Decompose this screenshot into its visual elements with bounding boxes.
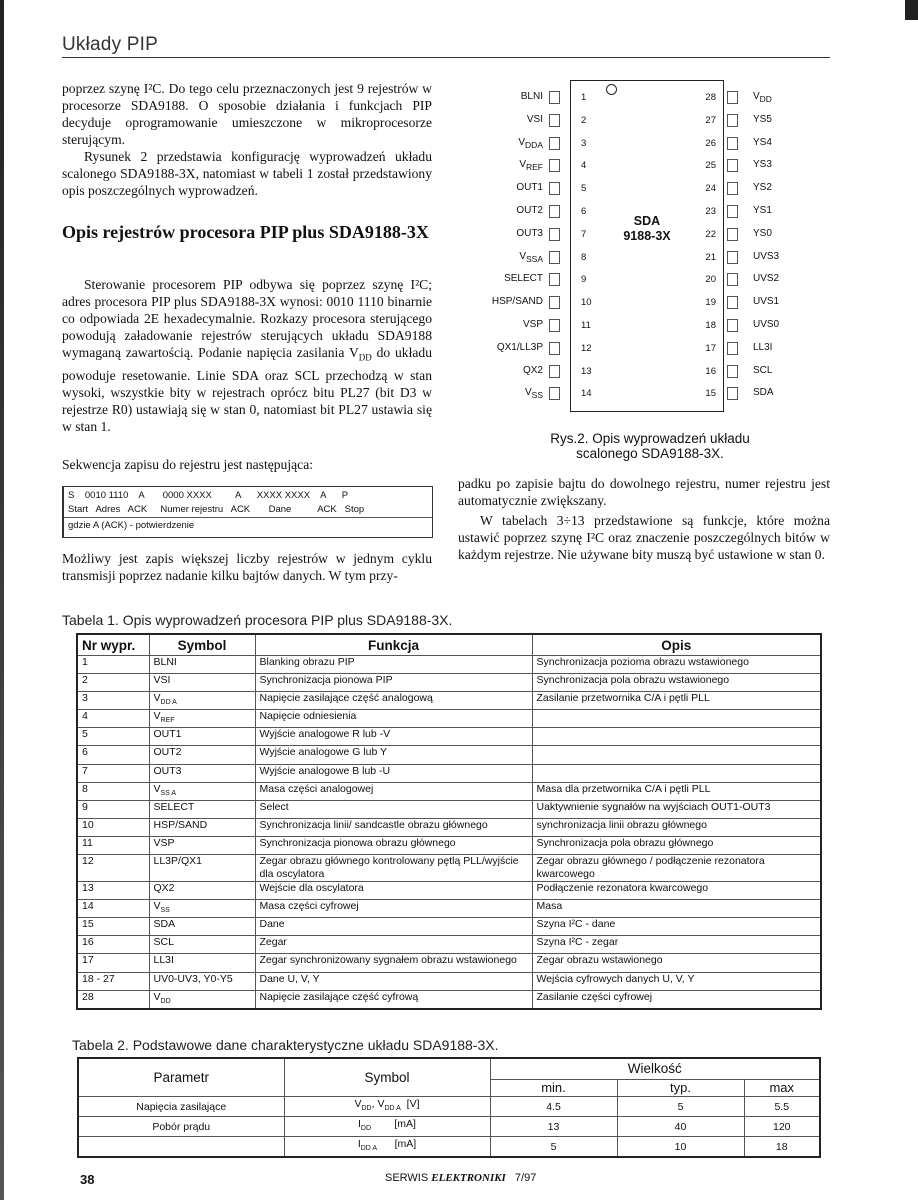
write-sequence-box <box>62 486 433 538</box>
cell-pin-number: 4 <box>77 710 149 728</box>
cell-param: Napięcia zasilające <box>78 1097 284 1117</box>
pin-number: 18 <box>705 320 716 331</box>
header-rule <box>62 57 830 58</box>
pin-pad <box>727 273 738 286</box>
cell-param <box>78 1137 284 1158</box>
pin-pad <box>549 159 560 172</box>
cell-pin-number: 18 - 27 <box>77 972 149 990</box>
magazine-name-2: ELEKTRONIKI <box>431 1172 506 1184</box>
cell-description <box>532 764 821 782</box>
cell-description: Synchronizacja pozioma obrazu wstawionego <box>532 656 821 674</box>
cell-symbol: $V_{DD A}$ <box>149 692 255 710</box>
magazine-footer <box>385 1172 536 1184</box>
pin-label-right: YS5 <box>753 113 772 125</box>
pin-number: 8 <box>581 251 587 263</box>
pin-label-right: YS3 <box>753 159 772 171</box>
cell-description: Szyna I²C - zegar <box>532 936 821 954</box>
pin-pad <box>549 137 560 150</box>
pin-number: 19 <box>705 297 716 309</box>
scan-corner-mark <box>905 0 918 20</box>
pin-pad <box>727 114 738 127</box>
table-row <box>77 855 821 882</box>
pin-number: 24 <box>705 183 716 195</box>
pin-number: 6 <box>581 206 587 217</box>
table-row <box>77 936 821 954</box>
sequence-labels-row: Start Adres ACK Numer rejestru ACK Dane ACK Stop <box>68 504 365 515</box>
pin-label-right: SCL <box>753 364 773 376</box>
cell-typ: 10 <box>617 1137 744 1158</box>
cell-pin-number: 5 <box>77 728 149 746</box>
cell-max: 5.5 <box>744 1097 820 1117</box>
cell-description: Zegar obrazu wstawionego <box>532 954 821 972</box>
pin-label-left: OUT3 <box>516 227 543 239</box>
cell-function: Wyjście analogowe R lub -V <box>255 728 532 746</box>
cell-symbol: SDA <box>149 918 255 936</box>
cell-function: Masa części cyfrowej <box>255 900 532 918</box>
cell-symbol: VSI <box>149 674 255 692</box>
pin-label-left: BLNI <box>520 91 543 102</box>
pin-pad <box>549 91 560 104</box>
pin-pad <box>727 296 738 309</box>
pin-pad <box>549 205 560 218</box>
pin-pad <box>549 182 560 195</box>
column-header: Symbol <box>284 1058 490 1097</box>
table-row <box>77 818 821 836</box>
table-row <box>77 764 821 782</box>
pin-label-right: YS2 <box>753 182 772 194</box>
column-header: Funkcja <box>255 634 532 656</box>
table-row <box>77 900 821 918</box>
cell-symbol: SELECT <box>149 800 255 818</box>
magazine-issue: 7/97 <box>514 1172 537 1184</box>
pin-pad <box>549 387 560 400</box>
cell-description: Podłączenie rezonatora kwarcowego <box>532 882 821 900</box>
paragraph-multi-register: Możliwy jest zapis większej liczby rejestrów w jednym cyklu transmisji poprzez nadanie kilku bajtów danych. W tym przy- <box>62 551 432 584</box>
cell-pin-number: 2 <box>77 674 149 692</box>
cell-function: Synchronizacja pionowa obrazu głównego <box>255 836 532 854</box>
pin-label-right: LL3I <box>753 341 773 353</box>
cell-description: Masa <box>532 900 821 918</box>
chip-label <box>571 214 723 244</box>
pin-number: 5 <box>581 183 587 195</box>
page-number: 38 <box>80 1172 95 1187</box>
paragraph-control: Sterowanie procesorem PIP odbywa się poprzez szynę I²C; adres procesora PIP plus SDA9188-3X wynosi: 0010 1110 binarnie co odpowiada 2E hexadecymalnie. Rozkazy procesora sterującego powodują załadowanie rejestrów sterujących układu SDA9188 wymaganą zawartością. Podanie napięcia zasilania $V_{DD}$ do układu powoduje resetowanie. Linie SDA oraz SCL przechodzą w stan wysoki, wszystkie bity w rejestrach oprócz bitu PL27 (bit D3 w rejestrze R0) ustawiają się w stan 0, natomiast bit PL27 ustawia się w stan 1. <box>62 277 433 435</box>
pin-number: 16 <box>705 365 716 377</box>
cell-description: Synchronizacja pola obrazu wstawionego <box>532 674 821 692</box>
cell-pin-number: 12 <box>77 855 149 882</box>
cell-pin-number: 9 <box>77 800 149 818</box>
table-row <box>77 836 821 854</box>
characteristics-table <box>77 1057 821 1158</box>
table-row <box>77 656 821 674</box>
cell-symbol: HSP/SAND <box>149 818 255 836</box>
pin-number: 23 <box>705 206 716 217</box>
cell-pin-number: 3 <box>77 692 149 710</box>
pin-pad <box>549 228 560 241</box>
paragraph-figure-ref: Rysunek 2 przedstawia konfigurację wyprowadzeń układu scalonego SDA9188-3X, natomiast w tabeli 1 został przedstawiony opis poszczególnych wyprowadzeń. <box>62 149 432 199</box>
pin-pad <box>549 319 560 332</box>
pin-label-left: QX2 <box>522 364 543 376</box>
table-row <box>77 710 821 728</box>
pin-label-left: $V_{SS}$ <box>524 387 543 401</box>
pin-label-right: YS0 <box>753 227 772 239</box>
column-header: Wielkość <box>490 1058 820 1080</box>
cell-symbol: $V_{DD}$ <box>149 990 255 1009</box>
column-header: Opis <box>532 634 821 656</box>
cell-function: Napięcie zasilające część analogową <box>255 692 532 710</box>
cell-function: Synchronizacja linii/ sandcastle obrazu głównego <box>255 818 532 836</box>
table-row <box>78 1137 820 1158</box>
cell-pin-number: 8 <box>77 782 149 800</box>
cell-symbol: SCL <box>149 936 255 954</box>
cell-symbol: $V_{DD}$, $V_{DD A}$ [V] <box>284 1097 490 1117</box>
pin-number: 15 <box>705 388 716 400</box>
cell-symbol: $I_{DD A}$ [mA] <box>284 1137 490 1158</box>
column-header: Parametr <box>78 1058 284 1097</box>
cell-typ: 40 <box>617 1117 744 1137</box>
pin-label-left: OUT1 <box>516 182 543 194</box>
table1-caption: Tabela 1. Opis wyprowadzeń procesora PIP plus SDA9188-3X. <box>62 612 453 628</box>
cell-description: Zasilanie części cyfrowej <box>532 990 821 1009</box>
pin-label-right: UVS2 <box>753 273 780 285</box>
pin-pad <box>727 137 738 150</box>
pin-label-left: VSP <box>522 319 543 330</box>
cell-min: 13 <box>490 1117 617 1137</box>
cell-pin-number: 17 <box>77 954 149 972</box>
cell-description: Zasilanie przetwornika C/A i pętli PLL <box>532 692 821 710</box>
table-row <box>77 972 821 990</box>
pin-pad <box>549 365 560 378</box>
cell-function: Napięcie odniesienia <box>255 710 532 728</box>
pin-number: 25 <box>705 160 716 172</box>
table-row <box>78 1097 820 1117</box>
pin-label-left: VSI <box>526 113 543 125</box>
pin-description-table <box>76 633 822 1010</box>
cell-min: 4.5 <box>490 1097 617 1117</box>
pin-label-left: $V_{REF}$ <box>519 159 543 173</box>
pin-label-right: UVS0 <box>753 319 780 330</box>
pin-number: 3 <box>581 137 587 149</box>
paragraph-tables-ref: W tabelach 3÷13 przedstawione są funkcje, które można ustawić poprzez szynę I²C oraz znaczenie poszczególnych bitów w każdym rejestrze. Nie używane bity muszą być ustawione w stan 0. <box>458 513 830 563</box>
cell-pin-number: 11 <box>77 836 149 854</box>
figure-caption-line1: Rys.2. Opis wyprowadzeń układu <box>550 431 750 446</box>
pin-number: 22 <box>705 228 716 240</box>
cell-function: Zegar <box>255 936 532 954</box>
chip-body <box>570 80 724 412</box>
cell-symbol: $V_{REF}$ <box>149 710 255 728</box>
table-row <box>77 782 821 800</box>
pin-pad <box>727 228 738 241</box>
sequence-bits-row: S 0010 1110 A 0000 XXXX A XXXX XXXX A P <box>68 490 349 501</box>
table-row <box>77 746 821 764</box>
pin-label-right: SDA <box>753 387 774 399</box>
cell-description <box>532 710 821 728</box>
figure-caption <box>500 431 800 461</box>
pin-pad <box>549 273 560 286</box>
pin-number: 26 <box>705 137 716 149</box>
pin-label-left: $V_{DDA}$ <box>518 136 543 150</box>
cell-pin-number: 13 <box>77 882 149 900</box>
cell-description <box>532 728 821 746</box>
chip-name: SDA <box>633 214 661 228</box>
cell-min: 5 <box>490 1137 617 1158</box>
cell-symbol: OUT2 <box>149 746 255 764</box>
pin-number: 12 <box>581 342 592 354</box>
pin-pad <box>727 342 738 355</box>
cell-description: synchronizacja linii obrazu głównego <box>532 818 821 836</box>
pin-pad <box>727 205 738 218</box>
cell-pin-number: 10 <box>77 818 149 836</box>
chip-model: 9188-3X <box>623 229 671 243</box>
pin-number: 7 <box>581 228 587 240</box>
column-header: Nr wypr. <box>77 634 149 656</box>
pin-number: 14 <box>581 388 592 400</box>
table-row <box>77 918 821 936</box>
cell-symbol: LL3P/QX1 <box>149 855 255 882</box>
cell-function: Blanking obrazu PIP <box>255 656 532 674</box>
cell-symbol: $I_{DD}$ [mA] <box>284 1117 490 1137</box>
pin-pad <box>727 319 738 332</box>
cell-pin-number: 16 <box>77 936 149 954</box>
pin-label-right: UVS3 <box>753 250 780 262</box>
pin-number: 10 <box>581 297 592 309</box>
pin-number: 2 <box>581 114 587 126</box>
pin-pad <box>727 159 738 172</box>
pin-pad <box>549 342 560 355</box>
cell-pin-number: 1 <box>77 656 149 674</box>
magazine-name-1: SERWIS <box>385 1172 429 1184</box>
cell-description: Uaktywnienie sygnałów na wyjściach OUT1-OUT3 <box>532 800 821 818</box>
scan-edge-mark <box>0 0 4 1200</box>
table-row <box>77 692 821 710</box>
table-row <box>77 954 821 972</box>
column-header: max <box>744 1080 820 1097</box>
pin-label-right: YS1 <box>753 205 772 216</box>
column-header: min. <box>490 1080 617 1097</box>
pin-number: 11 <box>581 320 591 331</box>
pin-number: 17 <box>705 342 716 354</box>
running-header: Układy PIP <box>62 34 158 55</box>
paragraph-intro: poprzez szynę I²C. Do tego celu przeznaczonych jest 9 rejestrów w procesorze SDA9188. O sposobie działania i funkcjach PIP decyduje oprogramowanie umieszczone w mikroprocesorze sterującym. <box>62 81 432 148</box>
cell-symbol: QX2 <box>149 882 255 900</box>
pin-number: 28 <box>705 92 716 103</box>
cell-function: Wyjście analogowe B lub -U <box>255 764 532 782</box>
pin-label-right: YS4 <box>753 136 772 148</box>
cell-symbol: VSP <box>149 836 255 854</box>
pin-label-left: SELECT <box>504 273 543 285</box>
cell-description: Szyna I²C - dane <box>532 918 821 936</box>
pin-pad <box>549 251 560 264</box>
cell-pin-number: 14 <box>77 900 149 918</box>
cell-symbol: OUT1 <box>149 728 255 746</box>
table-row <box>77 728 821 746</box>
pin-label-left: OUT2 <box>516 205 543 216</box>
cell-symbol: BLNI <box>149 656 255 674</box>
figure-caption-line2: scalonego SDA9188-3X. <box>576 446 724 461</box>
cell-function: Wejście dla oscylatora <box>255 882 532 900</box>
cell-pin-number: 7 <box>77 764 149 782</box>
cell-description: Synchronizacja pola obrazu głównego <box>532 836 821 854</box>
cell-function: Napięcie zasilające część cyfrową <box>255 990 532 1009</box>
paragraph-auto-increment: padku po zapisie bajtu do dowolnego rejestru, numer rejestru jest automatycznie zwiększany. <box>458 476 830 509</box>
sequence-note-row: gdzie A (ACK) - potwierdzenie <box>68 520 195 531</box>
cell-pin-number: 15 <box>77 918 149 936</box>
table2-caption: Tabela 2. Podstawowe dane charakterystyczne układu SDA9188-3X. <box>72 1037 499 1053</box>
cell-pin-number: 6 <box>77 746 149 764</box>
cell-function: Zegar obrazu głównego kontrolowany pętlą PLL/wyjście dla oscylatora <box>255 855 532 882</box>
pin-label-left: HSP/SAND <box>491 296 543 308</box>
pin-pad <box>549 296 560 309</box>
pin-label-left: $V_{SSA}$ <box>519 250 543 264</box>
cell-function: Synchronizacja pionowa PIP <box>255 674 532 692</box>
cell-pin-number: 28 <box>77 990 149 1009</box>
cell-description: Masa dla przetwornika C/A i pętli PLL <box>532 782 821 800</box>
pin-number: 20 <box>705 274 716 286</box>
table-row <box>78 1117 820 1137</box>
pin-pad <box>549 114 560 127</box>
pin-number: 9 <box>581 274 587 286</box>
cell-max: 120 <box>744 1117 820 1137</box>
cell-function: Dane <box>255 918 532 936</box>
pin1-marker-icon <box>606 84 617 95</box>
cell-typ: 5 <box>617 1097 744 1117</box>
column-header: Symbol <box>149 634 255 656</box>
cell-function: Masa części analogowej <box>255 782 532 800</box>
pin-label-right: $V_{DD}$ <box>753 91 772 104</box>
cell-param: Pobór prądu <box>78 1117 284 1137</box>
pin-label-right: UVS1 <box>753 296 780 308</box>
pin-number: 4 <box>581 160 587 172</box>
cell-max: 18 <box>744 1137 820 1158</box>
pin-number: 27 <box>705 114 716 126</box>
table-row <box>77 990 821 1009</box>
pin-pad <box>727 365 738 378</box>
table-row <box>77 800 821 818</box>
cell-function: Zegar synchronizowany sygnałem obrazu wstawionego <box>255 954 532 972</box>
cell-description: Zegar obrazu głównego / podłączenie rezonatora kwarcowego <box>532 855 821 882</box>
cell-symbol: $V_{SS A}$ <box>149 782 255 800</box>
cell-function: Wyjście analogowe G lub Y <box>255 746 532 764</box>
section-heading: Opis rejestrów procesora PIP plus SDA9188-3X <box>62 222 429 242</box>
cell-symbol: LL3I <box>149 954 255 972</box>
pin-pad <box>727 251 738 264</box>
pin-pad <box>727 91 738 104</box>
cell-description <box>532 746 821 764</box>
cell-symbol: OUT3 <box>149 764 255 782</box>
pin-number: 13 <box>581 365 592 377</box>
pin-pad <box>727 182 738 195</box>
table-row <box>77 882 821 900</box>
paragraph-sequence-intro: Sekwencja zapisu do rejestru jest następująca: <box>62 457 314 472</box>
table-header-row <box>77 634 821 656</box>
cell-symbol: UV0-UV3, Y0-Y5 <box>149 972 255 990</box>
cell-function: Dane U, V, Y <box>255 972 532 990</box>
pin-pad <box>727 387 738 400</box>
pin-number: 21 <box>705 251 716 263</box>
cell-symbol: $V_{SS}$ <box>149 900 255 918</box>
cell-description: Wejścia cyfrowych danych U, V, Y <box>532 972 821 990</box>
pin-number: 1 <box>581 92 587 103</box>
cell-function: Select <box>255 800 532 818</box>
table-row <box>77 674 821 692</box>
column-header: typ. <box>617 1080 744 1097</box>
pin-label-left: QX1/LL3P <box>496 341 543 353</box>
